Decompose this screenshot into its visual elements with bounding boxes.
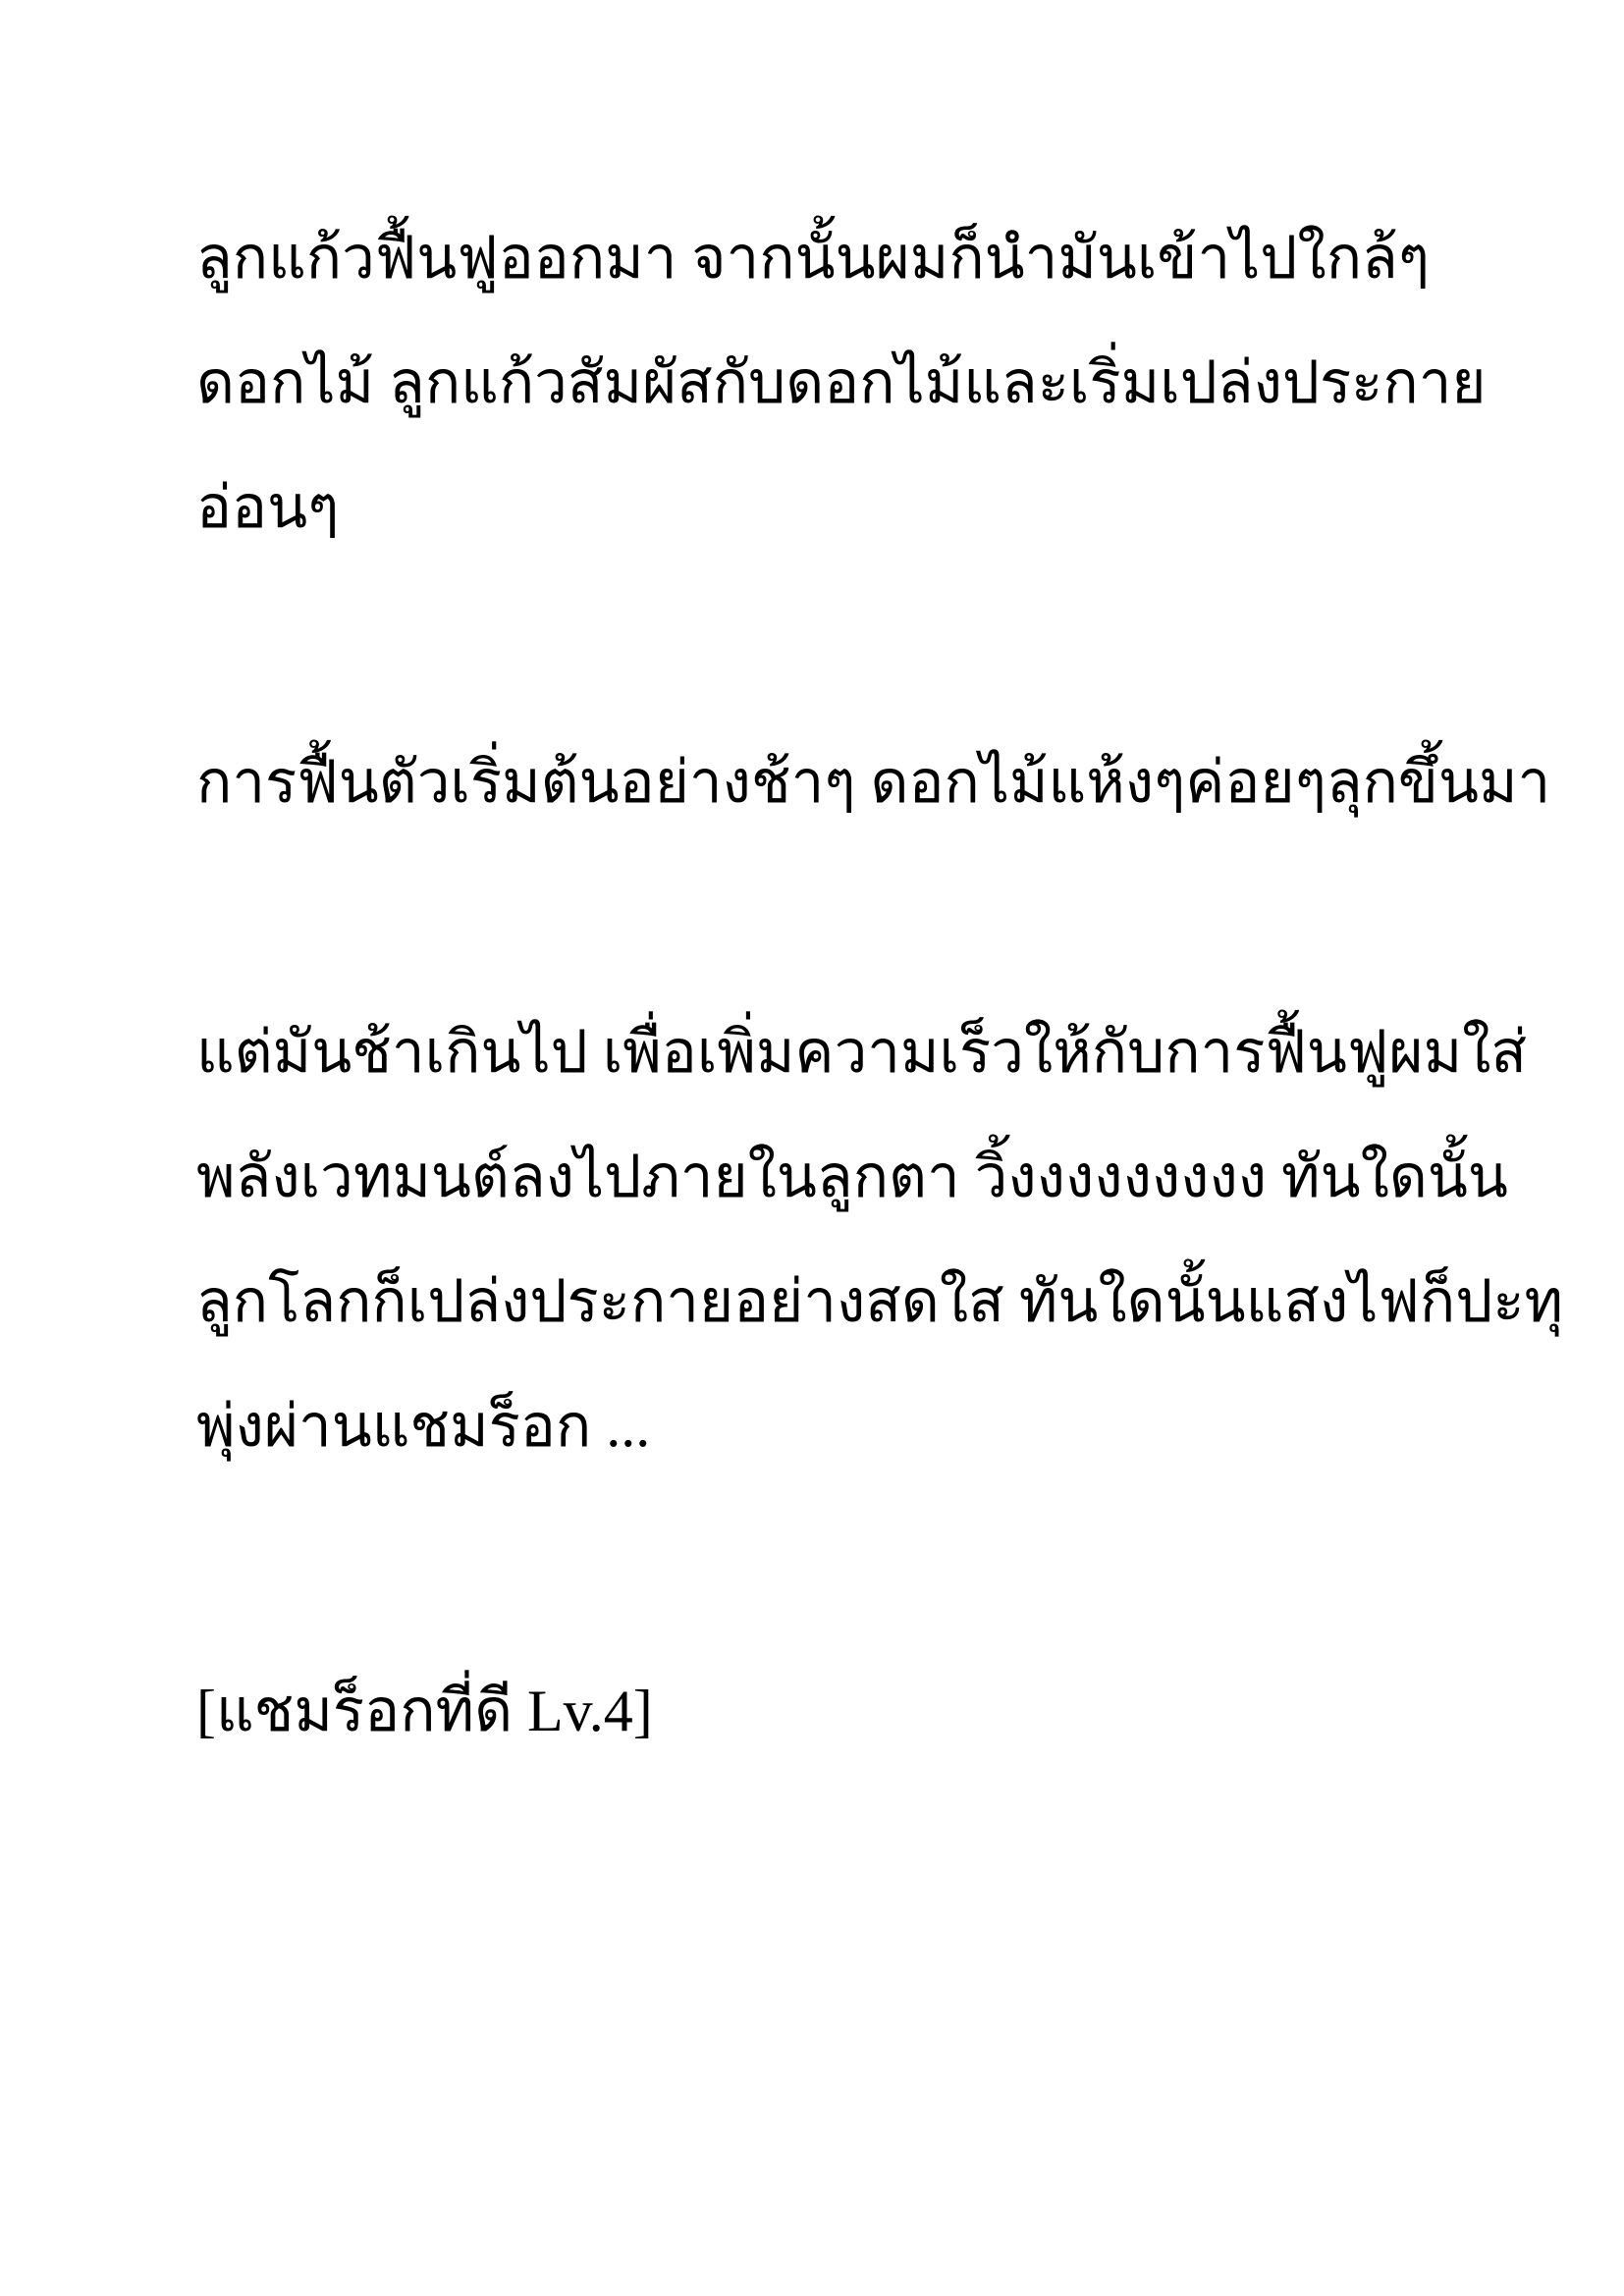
- text-line: ลูกโลกก็เปล่งประกายอย่างสดใส ทันใดนั้นแสงไฟก็ปะทุ: [196, 1269, 1564, 1334]
- text-line: ลูกแก้วฟื้นฟูออกมา จากนั้นผมก็นำมันเข้าไปใกล้ๆ: [196, 226, 1431, 291]
- text-line: การฟื้นตัวเริ่มต้นอย่างช้าๆ ดอกไม้แห้งๆค่อยๆลุกขึ้นมา: [196, 750, 1551, 815]
- status-notice: [196, 1649, 1473, 1774]
- paragraph-recovery-begins: [196, 721, 1551, 845]
- text-line: ดอกไม้ ลูกแก้วสัมผัสกับดอกไม้และเริ่มเปล่งประกาย: [196, 350, 1487, 415]
- paragraph-crystal-restore: [196, 196, 1487, 570]
- text-line: [แชมร็อกที่ดี Lv.4]: [196, 1679, 653, 1743]
- text-line: แต่มันช้าเกินไป เพื่อเพิ่มความเร็วให้กับการฟื้นฟูผมใส่: [196, 1020, 1528, 1085]
- text-line: พุ่งผ่านแชมร็อก ...: [196, 1394, 651, 1459]
- text-line: อ่อนๆ: [196, 475, 340, 540]
- text-line: พลังเวทมนต์ลงไปภายในลูกตา วิ้งงงงงงงงง ทันใดนั้น: [196, 1145, 1508, 1209]
- paragraph-magic-infusion: [196, 990, 1564, 1489]
